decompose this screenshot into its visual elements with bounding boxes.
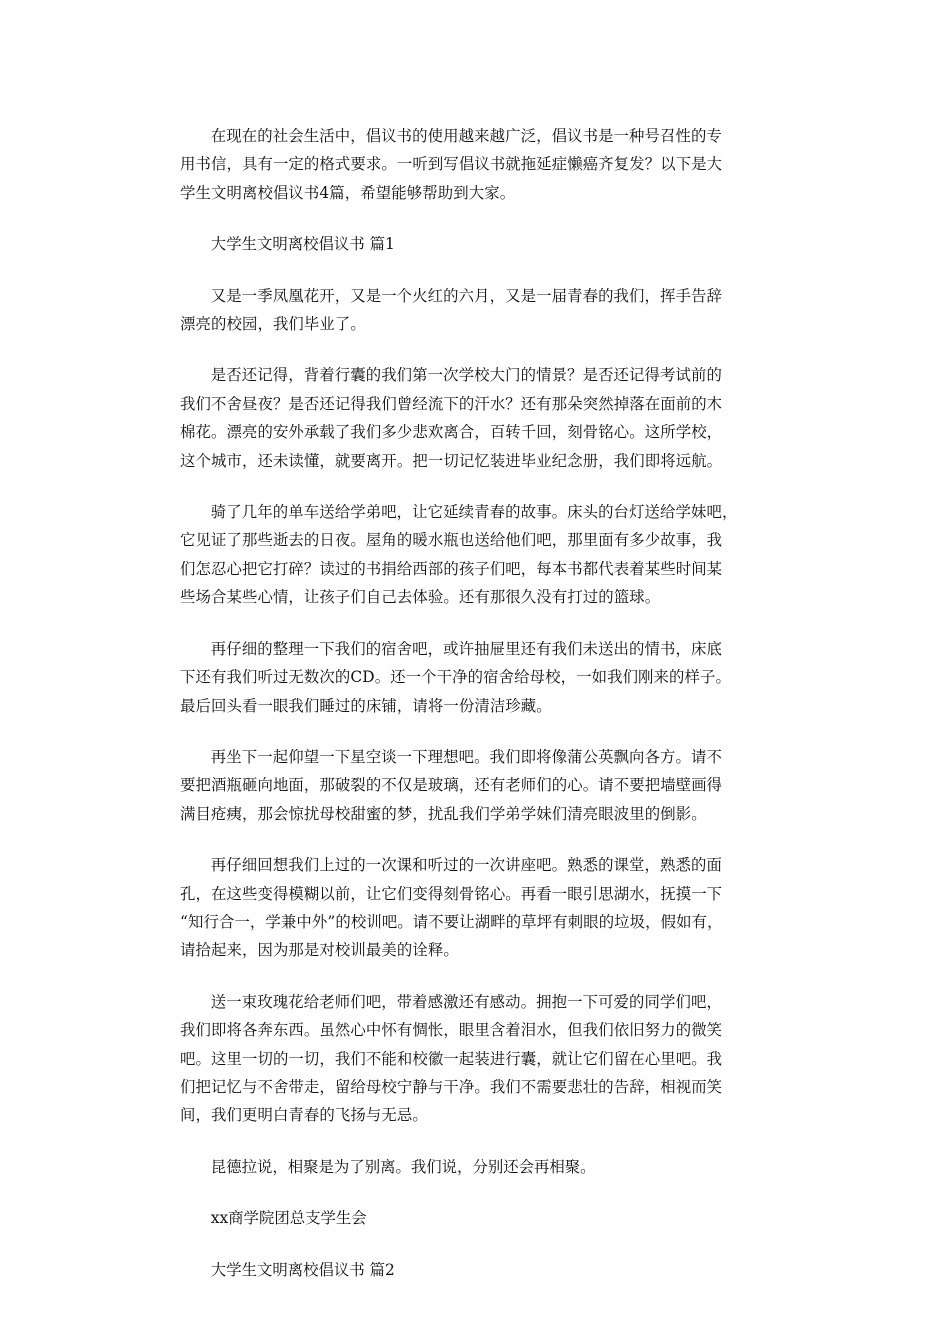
paragraph (180, 635, 778, 720)
text-line: 些场合某些心情，让孩子们自己去体验。还有那很久没有打过的篮球。 (180, 588, 661, 607)
text-line: 吧。这里一切的一切，我们不能和校徽一起装进行囊，就让它们留在心里吧。我 (180, 1049, 723, 1068)
paragraph (180, 851, 778, 965)
text-line: 又是一季凤凰花开，又是一个火红的六月，又是一届青春的我们，挥手告辞 (210, 286, 722, 305)
text-line: 漂亮的校园，我们毕业了。 (180, 315, 366, 334)
paragraph (180, 122, 778, 207)
text-line: 们把记忆与不舍带走，留给母校宁静与干净。我们不需要悲壮的告辞，相视而笑 (180, 1077, 723, 1096)
text-line: 在现在的社会生活中，倡议书的使用越来越广泛，倡议书是一种号召性的专 (210, 127, 722, 145)
text-line: 再仔细回想我们上过的一次课和听过的一次讲座吧。熟悉的课堂，熟悉的面 (210, 856, 722, 875)
text-line: 我们即将各奔东西。虽然心中怀有惆怅，眼里含着泪水，但我们依旧努力的微笑 (180, 1021, 723, 1040)
text-line: 间，我们更明白青春的飞扬与无忌。 (180, 1106, 428, 1125)
text-line: 是否还记得，背着行囊的我们第一次学校大门的情景？是否还记得考试前的 (210, 366, 722, 385)
text-line: 昆德拉说，相聚是为了别离。我们说，分别还会再相聚。 (210, 1157, 596, 1176)
text-line: 送一束玫瑰花给老师们吧，带着感激还有感动。拥抱一下可爱的同学们吧， (210, 992, 722, 1011)
text-line: 满目疮痍，那会惊扰母校甜蜜的梦，扰乱我们学弟学妹们清亮眼波里的倒影。 (180, 804, 707, 823)
text-line: 再坐下一起仰望一下星空谈一下理想吧。我们即将像蒲公英飘向各方。请不 (210, 747, 722, 766)
text-line: xx商学院团总支学生会 (210, 1209, 367, 1228)
text-line: 下还有我们听过无数次的CD。还一个干净的宿舍给母校，一如我们刚来的样子。 (180, 668, 731, 687)
text-line: 们怎忍心把它打碎？读过的书捐给西部的孩子们吧，每本书都代表着某些时间某 (180, 559, 723, 578)
text-line: 这个城市，还未读懂，就要离开。把一切记忆装进毕业纪念册，我们即将远航。 (180, 451, 723, 470)
document-body (180, 122, 778, 1307)
text-line: 要把酒瓶砸向地面，那破裂的不仅是玻璃，还有老师们的心。请不要把墙壁画得 (180, 776, 723, 795)
text-line: 再仔细的整理一下我们的宿舍吧，或许抽屉里还有我们未送出的情书，床底 (210, 639, 722, 658)
text-line: 它见证了那些逝去的日夜。屋角的暖水瓶也送给他们吧，那里面有多少故事，我 (180, 531, 723, 550)
section-heading (180, 1256, 778, 1284)
paragraph (180, 282, 778, 339)
text-line: 棉花。漂亮的安外承载了我们多少悲欢离合，百转千回，刻骨铭心。这所学校， (180, 423, 723, 442)
paragraph (180, 361, 778, 475)
section-heading (180, 1204, 778, 1232)
text-line: 大学生文明离校倡议书 篇1 (210, 235, 395, 254)
text-line: 请拾起来，因为那是对校训最美的诠释。 (180, 941, 459, 960)
paragraph (180, 988, 778, 1130)
text-line: 骑了几年的单车送给学弟吧，让它延续青春的故事。床头的台灯送给学妹吧， (210, 503, 738, 522)
text-line: 最后回头看一眼我们睡过的床铺，请将一份清洁珍藏。 (180, 696, 552, 715)
paragraph (180, 743, 778, 828)
paragraph (180, 498, 778, 612)
text-line: 孔，在这些变得模糊以前，让它们变得刻骨铭心。再看一眼引思湖水，抚摸一下 (180, 884, 723, 903)
text-line: “知行合一，学兼中外”的校训吧。请不要让湖畔的草坪有刺眼的垃圾，假如有， (180, 912, 723, 931)
text-line: 用书信，具有一定的格式要求。一听到写倡议书就拖延症懒癌齐复发？以下是大 (180, 155, 723, 174)
section-heading (180, 230, 778, 258)
text-line: 我们不舍昼夜？是否还记得我们曾经流下的汗水？还有那朵突然掉落在面前的木 (180, 394, 723, 413)
text-line: 大学生文明离校倡议书 篇2 (210, 1260, 395, 1279)
section-heading (180, 1153, 778, 1181)
text-line: 学生文明离校倡议书4篇，希望能够帮助到大家。 (180, 183, 516, 202)
